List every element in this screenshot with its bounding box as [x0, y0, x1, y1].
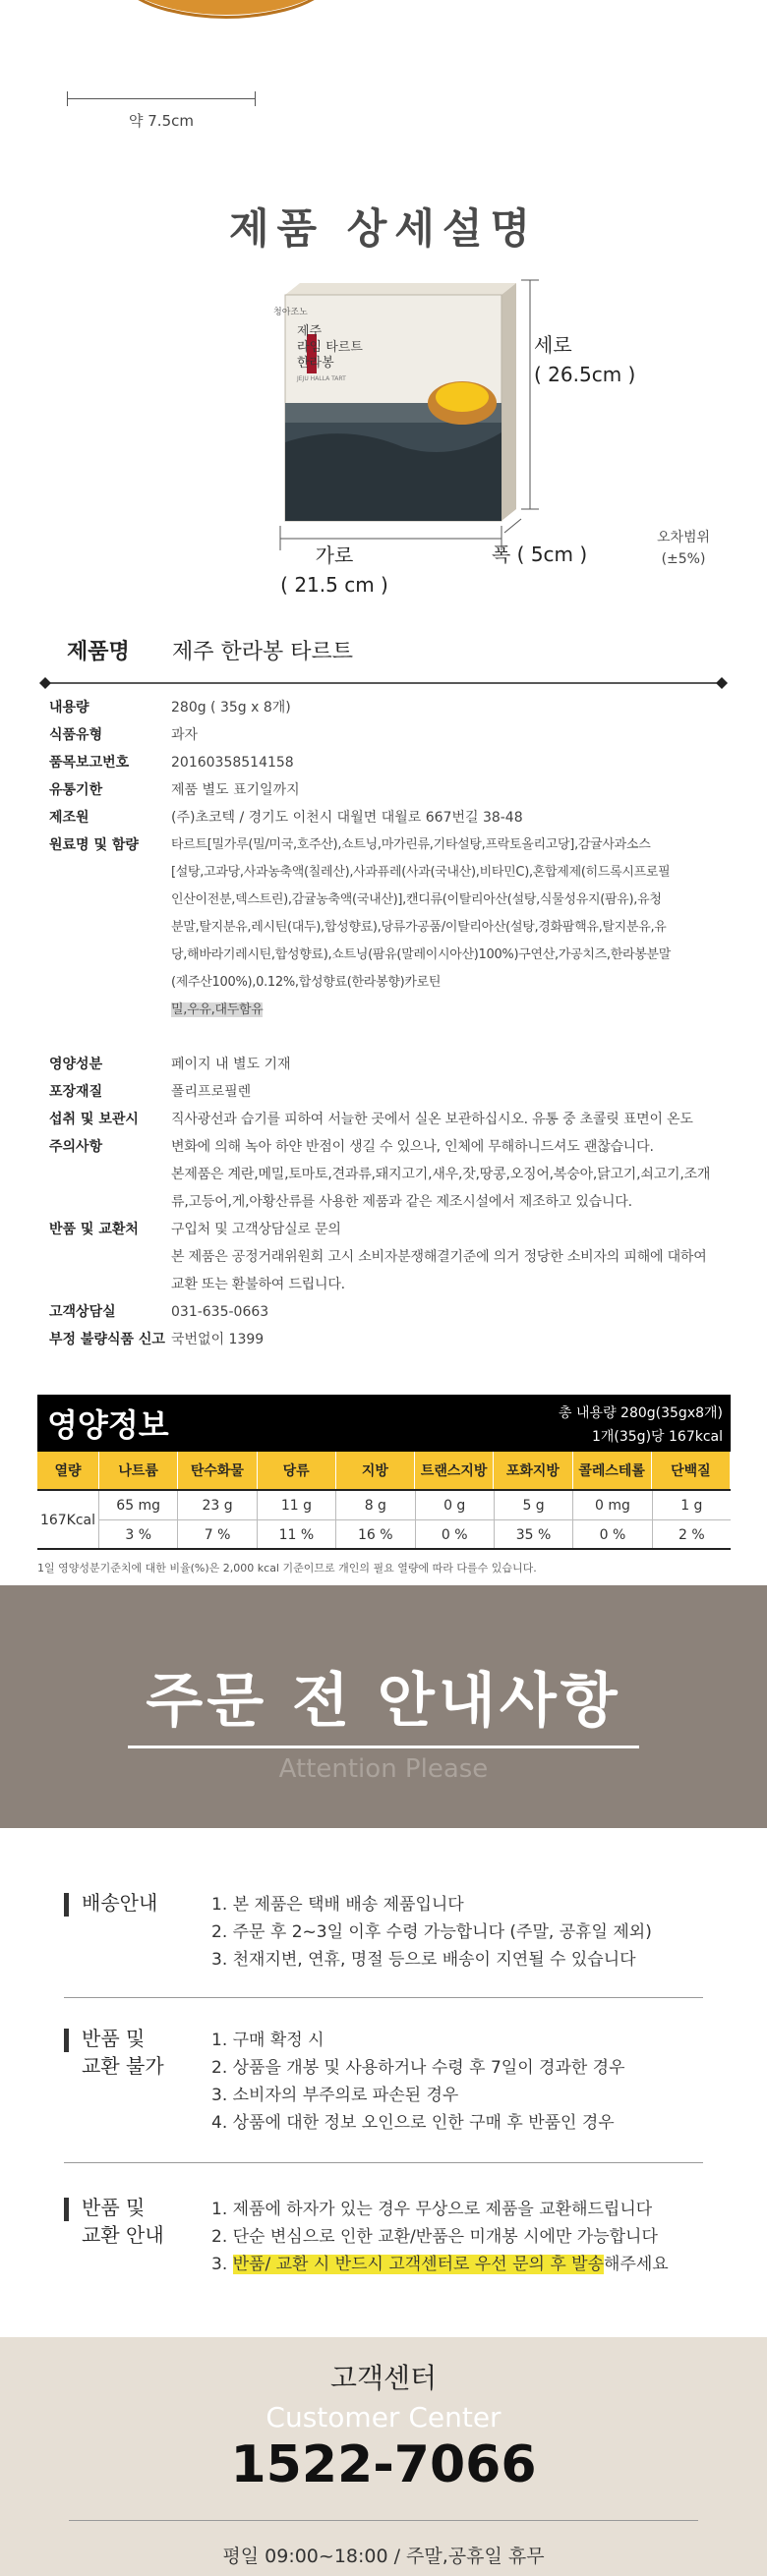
nutrition-amount: 23 g [178, 1491, 256, 1520]
caution-line: 본제품은 계란,메밀,토마토,견과류,돼지고기,새우,잣,땅콩,오징어,복숭아,닭고기,쇠고기,조개 [171, 1167, 711, 1182]
nutrition-table [37, 1395, 731, 1575]
spec-label: 식품유형 [49, 727, 103, 743]
return-line: 본 제품은 공정거래위원회 고시 소비자분쟁해결기준에 의거 정당한 소비자의 피해에 대하여 [171, 1249, 707, 1265]
section-item: 2. 주문 후 2~3일 이후 수령 가능합니다 (주말, 공휴일 제외) [211, 1922, 652, 1942]
section-items [211, 1891, 652, 1974]
nutrition-kcal: 167Kcal [37, 1491, 99, 1548]
height-dim-value: ( 26.5cm ) [534, 363, 636, 386]
nutrition-col [495, 1491, 573, 1548]
spec-value: 폴리프로필렌 [171, 1084, 252, 1100]
spec-value: 제품 별도 표기일까지 [171, 782, 300, 798]
cc-hours: 평일 09:00~18:00 / 주말,공휴일 휴무 [222, 2546, 545, 2567]
notice-title: 주문 전 안내사항 [146, 1667, 621, 1736]
spec-label: 품목보고번호 [49, 755, 130, 771]
tolerance [644, 527, 723, 570]
section-bar [64, 1893, 69, 1917]
return-label: 반품 및 교환처 [49, 1222, 139, 1237]
nutrition-amount: 0 g [416, 1491, 494, 1520]
nutrition-percent: 11 % [278, 1527, 315, 1543]
height-dim [534, 330, 635, 389]
nutrition-col-header: 포화지방 [494, 1452, 572, 1489]
ingredients-line: (제주산100%),0.12%,합성향료(한라봉향)카로틴 [171, 975, 442, 990]
notice-underline [128, 1746, 639, 1748]
box-name-line1: 제주 [297, 324, 323, 339]
tolerance-label: 오차범위 [656, 530, 711, 545]
spec-row [39, 721, 728, 749]
product-name-row [39, 631, 728, 670]
section-item: 1. 본 제품은 택배 배송 제품입니다 [211, 1895, 464, 1915]
nutrition-percent: 3 % [125, 1527, 152, 1543]
caution-label: 섭취 및 보관시 주의사항 [49, 1112, 139, 1155]
spec-value: 국번없이 1399 [171, 1332, 265, 1347]
section-item: 1. 제품에 하자가 있는 경우 무상으로 제품을 교환해드립니다 [211, 2200, 653, 2219]
product-name-label: 제품명 [67, 640, 130, 664]
nutrition-per-serving: 1개(35g)당 167kcal [591, 1429, 723, 1445]
spec-row [39, 1326, 728, 1353]
section-item: 3. 반품/ 교환 시 반드시 고객센터로 우선 문의 후 발송해주세요 [211, 2255, 669, 2274]
size-ruler-label: 약 7.5cm [129, 112, 194, 130]
return-line: 교환 또는 환불하여 드립니다. [171, 1277, 345, 1292]
ingredients-line: 당,해바라기레시틴,합성향료),쇼트닝(팜유(말레이시아산)100%)구연산,가공치즈,한라봉분말 [171, 947, 672, 962]
notice-section-shipping [64, 1889, 703, 1977]
notice-banner [0, 1585, 767, 1828]
section-items [211, 2027, 625, 2137]
spec-row [39, 804, 728, 831]
section-title: 반품 및 교환 안내 [82, 2196, 164, 2247]
nutrition-col [336, 1491, 415, 1548]
nutrition-amount: 0 mg [573, 1491, 651, 1520]
section-item: 3. 천재지변, 연휴, 명절 등으로 배송이 지연될 수 있습니다 [211, 1950, 636, 1970]
notice-subtitle: Attention Please [278, 1754, 489, 1784]
size-ruler [67, 91, 256, 107]
nutrition-col-header: 트랜스지방 [415, 1452, 494, 1489]
customer-center [0, 2337, 767, 2576]
spec-row [39, 749, 728, 776]
spec-label: 영양성분 [49, 1057, 103, 1072]
ingredients-value [171, 831, 722, 1024]
nutrition-percent: 0 % [441, 1527, 468, 1543]
spec-row [39, 776, 728, 804]
spec-value: 20160358514158 [171, 755, 294, 771]
nutrition-col [573, 1491, 652, 1548]
nutrition-col [653, 1491, 731, 1548]
nutrition-col [99, 1491, 178, 1548]
section-divider [64, 1997, 703, 1998]
section-item: 1. 구매 확정 시 [211, 2031, 324, 2050]
nutrition-col-header: 지방 [336, 1452, 415, 1489]
section-title: 반품 및 교환 불가 [82, 2027, 164, 2078]
box-name-line3: 한라봉 [297, 356, 334, 371]
section-item: 3. 소비자의 부주의로 파손된 경우 [211, 2086, 459, 2105]
spec-value: (주)초코텍 / 경기도 이천시 대월면 대월로 667번길 38-48 [171, 810, 523, 826]
spec-row [39, 1078, 728, 1106]
box-label [297, 324, 395, 387]
nutrition-col [416, 1491, 495, 1548]
return-line: 구입처 및 고객상담실로 문의 [171, 1222, 341, 1237]
spec-list-2 [39, 1051, 728, 1353]
nutrition-title: 영양정보 [47, 1406, 169, 1444]
width-dim-label: 가로 [315, 544, 354, 567]
caution-line: 류,고등어,게,아황산류를 사용한 제품과 같은 제조시설에서 제조하고 있습니다. [171, 1194, 632, 1210]
nutrition-values [37, 1491, 731, 1550]
cc-title: 고객센터 [329, 2362, 438, 2394]
width-dim [256, 541, 413, 600]
nutrition-col-header: 단백질 [652, 1452, 731, 1489]
caution-row [39, 1106, 728, 1216]
nutrition-amount: 8 g [336, 1491, 414, 1520]
section-title: 배송안내 [82, 1891, 158, 1915]
caution-line: 직사광선과 습기를 피하여 서늘한 곳에서 실온 보관하십시오. 유통 중 초콜릿 표면이 온도 [171, 1112, 693, 1127]
ingredients-line: 타르트[밀가루(밀/미국,호주산),쇼트닝,마가린류,기타설탕,프락토올리고당],감귤사과소스 [171, 837, 651, 852]
nutrition-header [37, 1395, 731, 1452]
allergen-note: 밀,우유,대두함유 [171, 1002, 264, 1017]
section-divider [64, 2162, 703, 2163]
box-brand: 청아조노 [273, 308, 308, 317]
spec-value: 페이지 내 별도 기재 [171, 1057, 291, 1072]
nutrition-col-header: 콜레스테롤 [573, 1452, 652, 1489]
spec-row [39, 1051, 728, 1078]
notice-section-no-return [64, 2025, 703, 2143]
return-row [39, 1216, 728, 1298]
spec-value: 280g ( 35g x 8개) [171, 700, 291, 716]
section-items [211, 2196, 669, 2278]
return-value [171, 1216, 722, 1298]
nutrition-percent: 0 % [599, 1527, 626, 1543]
nutrition-col [258, 1491, 336, 1548]
tolerance-value: (±5%) [661, 551, 706, 567]
spec-list-1 [39, 694, 728, 1024]
nutrition-amount: 1 g [653, 1491, 731, 1520]
nutrition-col-header: 당류 [258, 1452, 336, 1489]
highlight-note: 반품/ 교환 시 반드시 고객센터로 우선 문의 후 발송 [232, 2255, 605, 2274]
product-name-value: 제주 한라봉 타르트 [172, 640, 354, 664]
nutrition-col-header: 나트륨 [99, 1452, 178, 1489]
ingredients-label: 원료명 및 함량 [49, 837, 139, 853]
nutrition-col-header: 탄수화물 [178, 1452, 257, 1489]
notice-section-return-guide [64, 2194, 703, 2287]
ingredients-line: [설탕,고과당,사과농축액(칠레산),사과퓨레(사과(국내산),비타민C),혼합제제(히드록시프로필 [171, 865, 671, 880]
ingredients-line: 분말,탈지분유,레시틴(대두),합성향료),당류가공품/이탈리아산(설탕,경화팜핵유,탈지분유,유 [171, 920, 667, 935]
section-item: 2. 상품을 개봉 및 사용하거나 수령 후 7일이 경과한 경우 [211, 2058, 625, 2078]
nutrition-amount: 11 g [258, 1491, 335, 1520]
caution-value [171, 1106, 722, 1216]
spec-label: 포장재질 [49, 1084, 103, 1100]
section-item: 4. 상품에 대한 정보 오인으로 인한 구매 후 반품인 경우 [211, 2113, 615, 2133]
ornament-divider [39, 676, 728, 690]
nutrition-percent: 35 % [515, 1527, 552, 1543]
spec-row [39, 694, 728, 721]
height-dim-label: 세로 [534, 333, 572, 357]
box-name-line2: 라임 타르트 [297, 340, 363, 355]
caution-line: 변화에 의해 녹아 하얀 반점이 생길 수 있으나, 인체에 무해하니드셔도 괜찮습니다. [171, 1139, 654, 1155]
spec-value: 과자 [171, 727, 199, 743]
section-bar [64, 2198, 69, 2221]
cc-subtitle: Customer Center [266, 2401, 502, 2433]
ingredients-row [39, 831, 728, 1024]
spec-row [39, 1298, 728, 1326]
nutrition-amount: 65 mg [99, 1491, 177, 1520]
section-item: 2. 단순 변심으로 인한 교환/반품은 미개봉 시에만 가능합니다 [211, 2227, 658, 2247]
nutrition-col [178, 1491, 257, 1548]
width-dim-value: ( 21.5 cm ) [280, 573, 388, 597]
section-bar [64, 2029, 69, 2052]
cc-phone[interactable]: 1522-7066 [230, 2435, 537, 2494]
spec-label: 제조원 [49, 810, 89, 826]
nutrition-total: 총 내용량 280g(35gx8개) [559, 1405, 723, 1421]
spec-label: 유통기한 [49, 782, 103, 798]
nutrition-column-headers [37, 1452, 731, 1491]
nutrition-amount: 5 g [495, 1491, 572, 1520]
product-box-diagram [226, 275, 551, 560]
nutrition-percent: 2 % [678, 1527, 705, 1543]
nutrition-footnote: 1일 영양성분기준치에 대한 비율(%)은 2,000 kcal 기준이므로 개인의 필요 열량에 따라 다를수 있습니다. [37, 1562, 537, 1574]
tart-image-top [88, 0, 364, 20]
spec-label: 내용량 [49, 700, 89, 716]
detail-title: 제품 상세설명 [228, 204, 539, 253]
nutrition-percent: 7 % [204, 1527, 231, 1543]
cc-divider [69, 2520, 698, 2521]
nutrition-col-header: 열량 [37, 1452, 99, 1489]
spec-label: 고객상담실 [49, 1304, 116, 1320]
box-name-sub: JEJU HALLA TART [297, 375, 346, 382]
ingredients-line: 인산이전분,덱스트린),감귤농축액(국내산)],캔디류(이탈리아산(설탕,식물성유지(팜유),유청 [171, 892, 662, 907]
depth-dim: 폭 ( 5cm ) [492, 543, 588, 566]
spec-value: 031-635-0663 [171, 1304, 269, 1320]
nutrition-percent: 16 % [358, 1527, 393, 1543]
spec-label: 부정 불량식품 신고 [49, 1332, 165, 1347]
